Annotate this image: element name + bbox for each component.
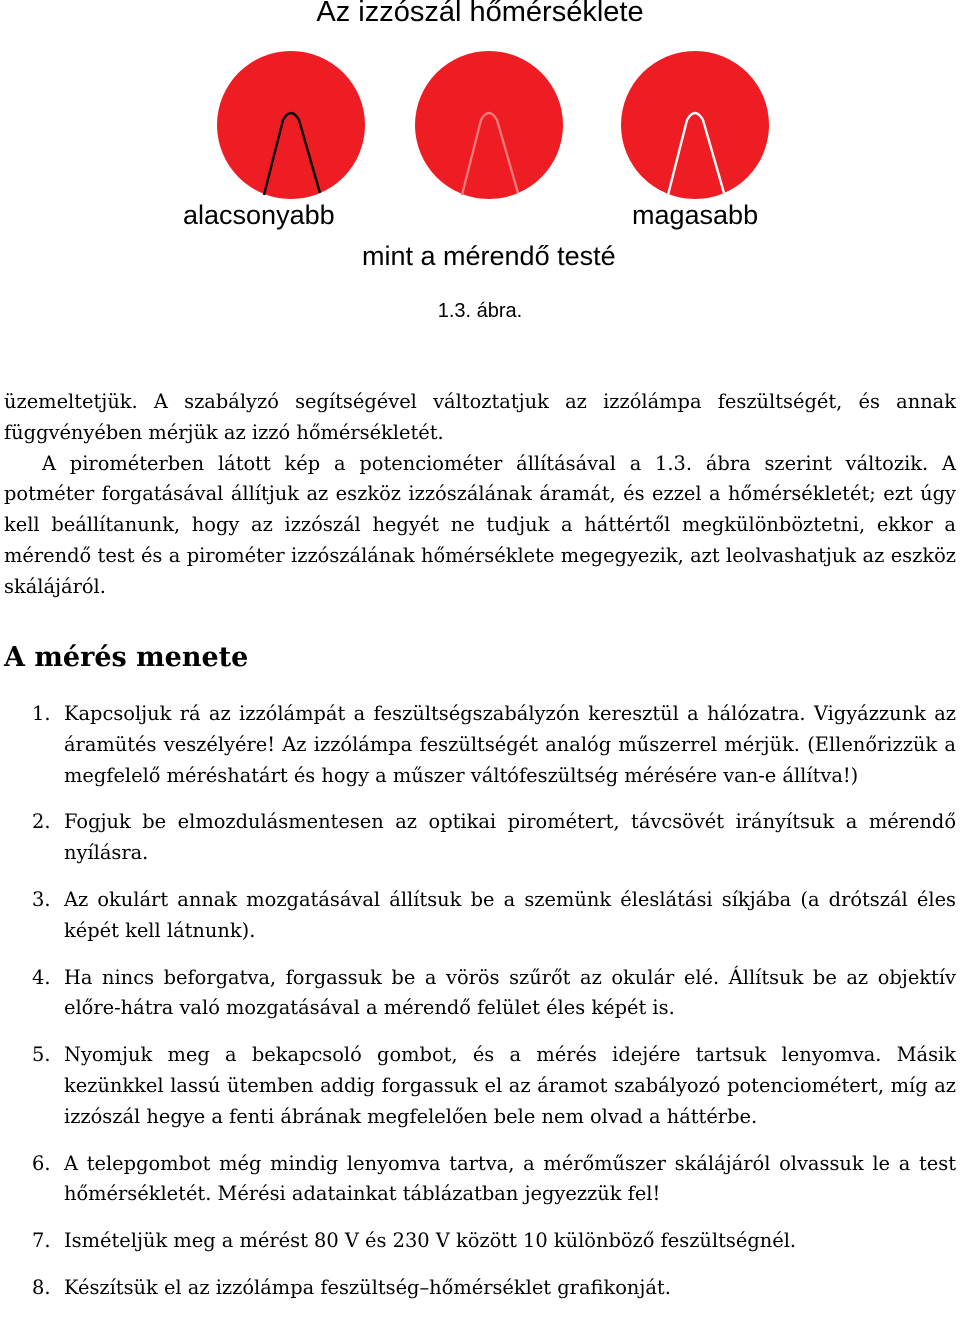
step-text: Az okulárt annak mozgatásával állítsuk be a szemünk éleslátási síkjába (a drótszál éles képét kell látnunk). <box>64 887 956 942</box>
procedure-steps <box>4 699 956 1320</box>
step-text: Ismételjük meg a mérést 80 V és 230 V között 10 különböző feszültségnél. <box>64 1229 797 1253</box>
step-number: 5. <box>32 1043 51 1067</box>
step-text: A telepgombot még mindig lenyomva tartva, a mérőműszer skálájáról olvassuk le a test hőmérsékletét. Mérési adatainkat táblázatban jegyezzük fel! <box>64 1151 956 1206</box>
bulb-disc <box>217 51 365 199</box>
step-number: 2. <box>32 810 51 834</box>
step-number: 3. <box>32 887 51 911</box>
step-item <box>4 1273 956 1304</box>
step-number: 6. <box>32 1151 51 1175</box>
bulb-higher-temperature <box>620 50 770 200</box>
section-title: A mérés menete <box>4 642 249 673</box>
step-text: Fogjuk be elmozdulásmentesen az optikai pirométert, távcsövét irányítsuk a mérendő nyílásra. <box>64 810 956 865</box>
step-item <box>4 807 956 869</box>
bulb-matching-temperature <box>414 50 564 200</box>
figure-caption: 1.3. ábra. <box>437 300 523 322</box>
step-text: Nyomjuk meg a bekapcsoló gombot, és a mérés idejére tartsuk lenyomva. Másik kezünkkel lassú ütemben addig forgassuk el az áramot szabályozó potenciométert, míg az izzószál hegye a fenti ábrának megfelelően bele nem olvad a háttérbe. <box>64 1043 956 1128</box>
label-than-measured-body: mint a mérendő testé <box>362 241 616 271</box>
figure-filament-temperature <box>0 0 960 340</box>
bulb-disc <box>621 51 769 199</box>
step-number: 1. <box>32 702 51 725</box>
step-number: 4. <box>32 965 51 989</box>
step-item <box>4 963 956 1025</box>
body-text <box>4 387 956 603</box>
step-text: Ha nincs beforgatva, forgassuk be a vörös szűrőt az okulár elé. Állítsuk be az objektív előre-hátra való mozgatásával a mérendő felület éles képét is. <box>64 965 956 1020</box>
step-text: Készítsük el az izzólámpa feszültség–hőmérséklet grafikonját. <box>64 1275 671 1299</box>
label-higher: magasabb <box>632 200 759 230</box>
figure-title: Az izzószál hőmérséklete <box>316 0 644 28</box>
paragraph: üzemeltetjük. A szabályzó segítségével változtatjuk az izzólámpa feszültségét, és annak függvényében mérjük az izzó hőmérsékletét. <box>4 390 956 444</box>
step-text: Kapcsoljuk rá az izzólámpát a feszültségszabályzón keresztül a hálózatra. Vigyázzunk az áramütés veszélyére! Az izzólámpa feszültségét analóg műszerrel mérjük. (Ellenőrizzük a megfelelő méréshatárt és hogy a műszer váltófeszültség mérésére van-e állítva!) <box>64 702 956 787</box>
bulb-disc <box>415 51 563 199</box>
label-lower: alacsonyabb <box>183 200 335 230</box>
step-item <box>4 699 956 791</box>
bulb-lower-temperature <box>216 50 366 200</box>
step-number: 8. <box>32 1275 51 1299</box>
step-item <box>4 1149 956 1211</box>
paragraph: A pirométerben látott kép a potenciométer állításával a 1.3. ábra szerint változik. A potméter forgatásával állítjuk az eszköz izzószálának áramát, és ezzel a hőmérsékletét; ezt úgy kell beállítanunk, hogy az izzószál hegyét ne tudjuk a háttértől megkülönböztetni, ekkor a mérendő test és a pirométer izzószálának hőmérséklete megegyezik, azt leolvashatjuk az eszköz skálájáról. <box>4 451 956 598</box>
step-number: 7. <box>32 1229 51 1253</box>
step-item <box>4 885 956 947</box>
step-item <box>4 1040 956 1132</box>
step-item <box>4 1226 956 1257</box>
